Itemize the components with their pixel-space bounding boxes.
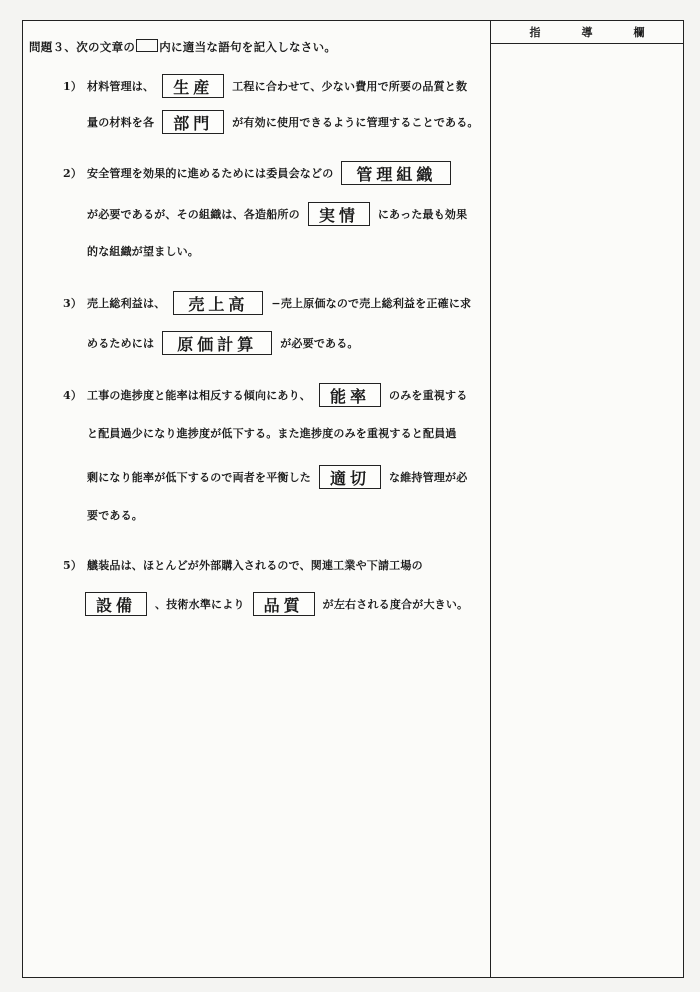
- title-text-before: 問題３、次の文章の: [29, 40, 136, 54]
- q1-number: 1）: [63, 80, 83, 93]
- title-text-after: 内に適当な語句を記入しなさい。: [159, 40, 337, 54]
- q5-text: 艤装品は、ほとんどが外部購入されるので、関連工業や下請工場の: [87, 559, 423, 572]
- q5-number: 5）: [63, 559, 83, 572]
- q2-text: 的な組織が望ましい。: [87, 245, 199, 258]
- q5-text: が左右される度合が大きい。: [322, 598, 469, 611]
- q4-answer-2[interactable]: 適切: [319, 465, 381, 489]
- q1-line-1: [63, 74, 467, 98]
- question-title: [29, 39, 336, 55]
- question-area: [23, 21, 491, 977]
- guidance-header-char: 指: [529, 26, 541, 39]
- q5-line-1: [63, 557, 423, 573]
- q1-text: が有効に使用できるように管理することである。: [232, 116, 479, 129]
- guidance-column: [491, 21, 683, 977]
- q3-text: 売上総利益は、: [87, 297, 166, 310]
- q4-answer-1[interactable]: 能率: [319, 383, 381, 407]
- q2-line-3: [87, 243, 199, 259]
- q1-line-2: [87, 110, 479, 134]
- q3-text: めるためには: [87, 337, 155, 350]
- q1-text: 量の材料を各: [87, 116, 155, 129]
- q2-line-2: [87, 202, 467, 226]
- q3-number: 3）: [63, 297, 83, 310]
- q2-line-1: [63, 161, 459, 185]
- q4-text: 工事の進捗度と能率は相反する傾向にあり、: [87, 389, 311, 402]
- q3-text: −売上原価なので売上総利益を正確に求: [271, 297, 472, 310]
- q4-text: 要である。: [87, 509, 143, 522]
- guidance-notes-area[interactable]: [491, 45, 683, 977]
- q3-text: が必要である。: [280, 337, 359, 350]
- q2-answer-2[interactable]: 実情: [308, 202, 370, 226]
- q4-number: 4）: [63, 389, 83, 402]
- q2-text: が必要であるが、その組織は、各造船所の: [87, 208, 300, 221]
- answer-sheet: [22, 20, 684, 978]
- q4-text: 剰になり能率が低下するので両者を平衡した: [87, 471, 311, 484]
- q2-text: 安全管理を効果的に進めるためには委員会などの: [87, 167, 334, 180]
- guidance-header-char: 導: [581, 26, 593, 39]
- q3-line-1: [63, 291, 471, 315]
- q3-answer-1[interactable]: 売上高: [173, 291, 263, 315]
- q2-answer-1[interactable]: 管理組織: [341, 161, 451, 185]
- q4-line-4: [87, 507, 143, 523]
- q3-answer-2[interactable]: 原価計算: [162, 331, 272, 355]
- q3-line-2: [87, 331, 359, 355]
- q4-text: な維持管理が必: [389, 471, 468, 484]
- blank-box-icon: [136, 39, 158, 52]
- guidance-header: [491, 21, 683, 44]
- q5-answer-1[interactable]: 設備: [85, 592, 147, 616]
- q5-text: 、技術水準により: [155, 598, 245, 611]
- q1-answer-1[interactable]: 生産: [162, 74, 224, 98]
- q4-line-2: [87, 425, 457, 441]
- q4-line-1: [63, 383, 467, 407]
- q2-number: 2）: [63, 167, 83, 180]
- q4-text: のみを重視する: [389, 389, 468, 402]
- q1-text: 材料管理は、: [87, 80, 155, 93]
- guidance-header-char: 欄: [633, 26, 645, 39]
- q2-text: にあった最も効果: [377, 208, 468, 221]
- q1-text: 工程に合わせて、少ない費用で所要の品質と数: [232, 80, 468, 93]
- q1-answer-2[interactable]: 部門: [162, 110, 224, 134]
- q5-line-2: [85, 592, 468, 616]
- q5-answer-2[interactable]: 品質: [253, 592, 315, 616]
- q4-text: と配員過少になり進捗度が低下する。また進捗度のみを重視すると配員過: [87, 427, 457, 440]
- q4-line-3: [87, 465, 467, 489]
